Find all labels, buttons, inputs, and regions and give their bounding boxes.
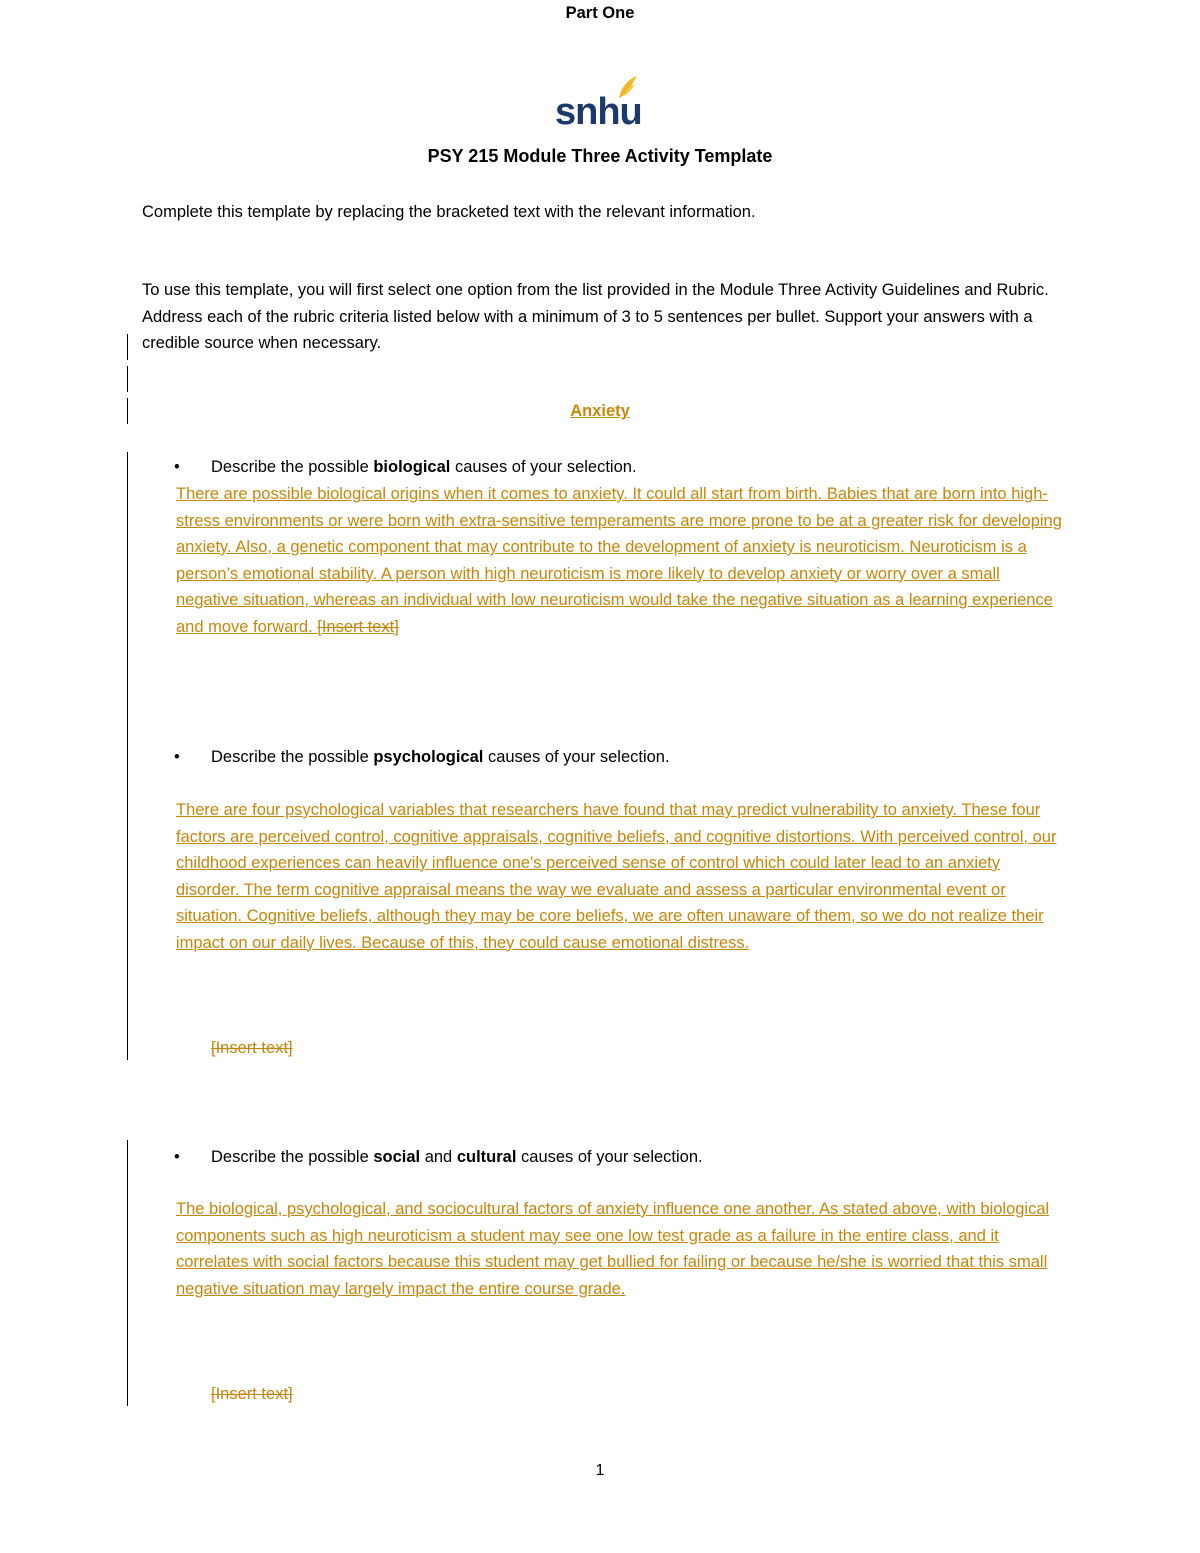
change-bar <box>127 334 128 360</box>
part-heading: Part One <box>565 4 635 22</box>
bullet-icon: • <box>174 748 180 766</box>
prompt-text: Describe the possible <box>211 458 374 476</box>
deleted-placeholder: [Insert text] <box>317 617 399 636</box>
prompt-keyword: biological <box>373 458 451 476</box>
document-title: PSY 215 Module Three Activity Template <box>427 146 773 166</box>
answer-social-cultural: The biological, psychological, and sociocultural factors of anxiety influence one another. As stated above, with biological components such as high neuroticism a student may see one low test grade as a failure in the entire class, and it correlates with social factors because this student may get bullied for failing or because he/she is worried that this small negative situation may largely impact the entire course grade. <box>176 1200 1050 1298</box>
prompt-psychological <box>211 744 670 771</box>
deleted-placeholder: [Insert text] <box>211 1385 293 1403</box>
instructions-text: To use this template, you will first select one option from the list provided in the Module Three Activity Guidelines and Rubric. Address each of the rubric criteria listed below with a minimum of 3 to 5 sentences per bullet. Support your answers with a credible source when necessary. <box>142 281 1049 352</box>
snhu-logo <box>555 74 642 134</box>
prompt-keyword: psychological <box>373 748 484 766</box>
prompt-text: causes of your selection. <box>483 748 670 766</box>
selected-topic: Anxiety <box>570 402 630 420</box>
page-number: 1 <box>595 1462 605 1479</box>
prompt-biological <box>211 454 637 481</box>
prompt-text: Describe the possible <box>211 1148 374 1166</box>
change-bar <box>127 366 128 392</box>
prompt-keyword: cultural <box>456 1148 517 1166</box>
prompt-text: causes of your selection. <box>516 1148 703 1166</box>
bullet-icon: • <box>174 458 180 476</box>
prompt-text: Describe the possible <box>211 748 374 766</box>
prompt-social-cultural <box>211 1144 703 1171</box>
prompt-keyword: social <box>373 1148 421 1166</box>
bullet-icon: • <box>174 1148 180 1166</box>
change-bar <box>127 1140 128 1406</box>
intro-text: Complete this template by replacing the bracketed text with the relevant information. <box>142 203 756 221</box>
answer-psychological: There are four psychological variables that researchers have found that may predict vulnerability to anxiety. These four factors are perceived control, cognitive appraisals, cognitive beliefs, and cognitive distortions. With perceived control, our childhood experiences can heavily influence one's perceived sense of control which could later lead to an anxiety disorder. The term cognitive appraisal means the way we evaluate and assess a particular environmental event or situation. Cognitive beliefs, although they may be core beliefs, we are often unaware of them, so we do not realize their impact on our daily lives. Because of this, they could cause emotional distress. <box>176 801 1057 952</box>
answer-biological <box>176 481 1066 640</box>
prompt-text: and <box>420 1148 457 1166</box>
change-bar <box>127 452 128 1060</box>
prompt-text: causes of your selection. <box>450 458 637 476</box>
deleted-placeholder: [Insert text] <box>211 1039 293 1057</box>
logo-wordmark: snhu <box>555 91 642 133</box>
answer-text: There are possible biological origins when it comes to anxiety. It could all start from birth. Babies that are born into high-stress environments or were born with extra-sensitive temperaments are more prone to be at a greater risk for developing anxiety. Also, a genetic component that may contribute to the development of anxiety is neuroticism. Neuroticism is a person’s emotional stability. A person with high neuroticism is more likely to develop anxiety or worry over a small negative situation, whereas an individual with low neuroticism would take the negative situation as a learning experience and move forward. <box>176 485 1062 636</box>
